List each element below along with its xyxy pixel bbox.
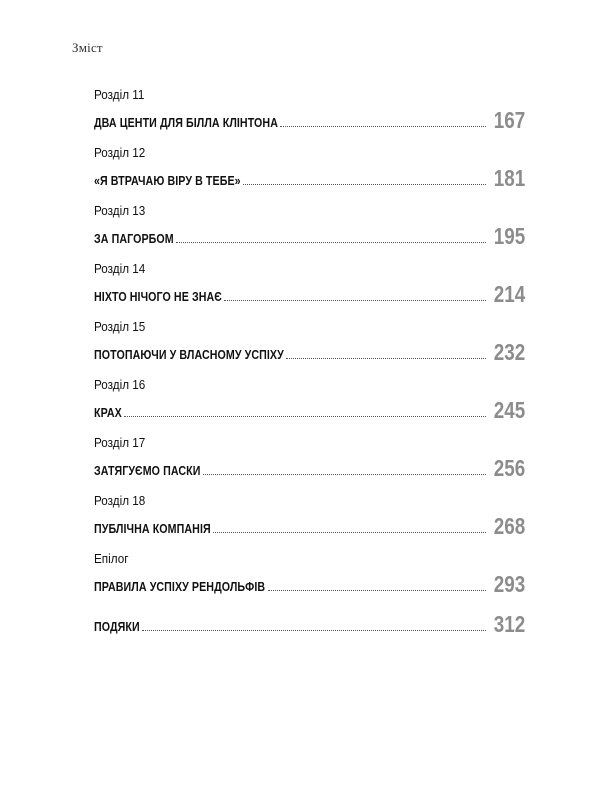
toc-line <box>94 103 526 133</box>
toc-line <box>94 451 526 481</box>
page-number: 232 <box>493 339 526 365</box>
toc-line <box>94 393 526 423</box>
toc-line <box>94 219 526 249</box>
page-number: 195 <box>493 223 526 249</box>
chapter-label: Епілог <box>94 551 129 566</box>
page-number: 181 <box>493 165 526 191</box>
dot-leader <box>280 125 486 127</box>
chapter-title[interactable]: КРАХ <box>94 405 122 420</box>
toc-line <box>94 277 526 307</box>
toc-entry[interactable] <box>94 493 526 551</box>
chapter-title[interactable]: ПУБЛІЧНА КОМПАНІЯ <box>94 521 211 536</box>
toc-line <box>94 607 526 637</box>
toc-line <box>94 509 526 539</box>
chapter-label: Розділ 12 <box>94 145 146 160</box>
chapter-title[interactable]: ПОТОПАЮЧИ У ВЛАСНОМУ УСПІХУ <box>94 347 284 362</box>
chapter-title[interactable]: ПОДЯКИ <box>94 619 140 634</box>
chapter-label: Розділ 11 <box>94 87 145 102</box>
chapter-label: Розділ 17 <box>94 435 146 450</box>
dot-leader <box>224 299 486 301</box>
toc-line <box>94 567 526 597</box>
page-number: 167 <box>493 107 526 133</box>
toc-line <box>94 161 526 191</box>
chapter-title[interactable]: ПРАВИЛА УСПІХУ РЕНДОЛЬФІВ <box>94 579 266 594</box>
page-number: 293 <box>493 571 526 597</box>
chapter-label: Розділ 18 <box>94 493 146 508</box>
dot-leader <box>142 629 486 631</box>
dot-leader <box>268 589 486 591</box>
toc-entry[interactable] <box>94 551 526 601</box>
toc-line <box>94 335 526 365</box>
chapter-label: Розділ 14 <box>94 261 146 276</box>
dot-leader <box>213 531 486 533</box>
page-number: 268 <box>493 513 526 539</box>
chapter-title[interactable]: ДВА ЦЕНТИ ДЛЯ БІЛЛА КЛІНТОНА <box>94 115 278 130</box>
chapter-label: Розділ 15 <box>94 319 146 334</box>
chapter-title[interactable]: «Я ВТРАЧАЮ ВІРУ В ТЕБЕ» <box>94 173 241 188</box>
toc-entry[interactable] <box>94 601 526 647</box>
running-head: Зміст <box>72 40 103 55</box>
toc-entry[interactable] <box>94 377 526 435</box>
page-number: 312 <box>493 611 526 637</box>
dot-leader <box>243 183 486 185</box>
page-number: 245 <box>493 397 526 423</box>
chapter-title[interactable]: ЗАТЯГУЄМО ПАСКИ <box>94 463 201 478</box>
dot-leader <box>286 357 486 359</box>
table-of-contents <box>94 87 526 647</box>
dot-leader <box>176 241 486 243</box>
page-number: 256 <box>493 455 526 481</box>
dot-leader <box>124 415 486 417</box>
toc-entry[interactable] <box>94 261 526 319</box>
toc-entry[interactable] <box>94 145 526 203</box>
chapter-title[interactable]: ЗА ПАГОРБОМ <box>94 231 174 246</box>
toc-entry[interactable] <box>94 319 526 377</box>
chapter-title[interactable]: НІХТО НІЧОГО НЕ ЗНАЄ <box>94 289 222 304</box>
toc-entry[interactable] <box>94 435 526 493</box>
dot-leader <box>203 473 486 475</box>
toc-entry[interactable] <box>94 203 526 261</box>
page-number: 214 <box>493 281 526 307</box>
chapter-label: Розділ 13 <box>94 203 146 218</box>
toc-entry[interactable] <box>94 87 526 145</box>
chapter-label: Розділ 16 <box>94 377 146 392</box>
